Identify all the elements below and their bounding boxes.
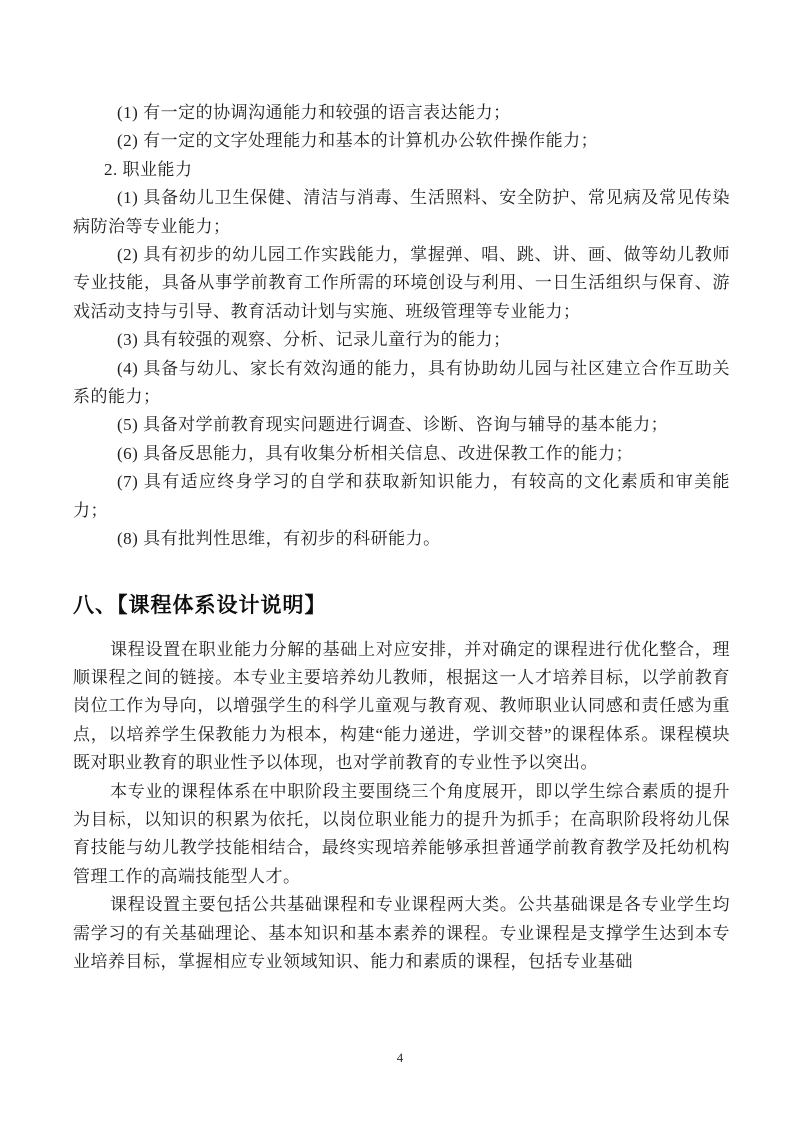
section-heading: 八、【课程体系设计说明】 <box>73 593 327 617</box>
page-number: 4 <box>396 1050 404 1065</box>
ability-list-item: (6) 具备反思能力，具有收集分析相关信息、改进保教工作的能力； <box>117 443 634 463</box>
ability-list-item: (4) 具备与幼儿、家长有效沟通的能力，具有协助幼儿园与社区建立合作互助关系的能力； <box>73 358 730 407</box>
ability-list-item: (2) 具有初步的幼儿园工作实践能力，掌握弹、唱、跳、讲、画、做等幼儿教师专业技能，具备从事学前教育工作所需的环境创设与利用、一日生活组织与保育、游戏活动支持与引导、教育活动计划与实施、班级管理等专业能力； <box>73 245 730 321</box>
body-paragraph: 课程设置在职业能力分解的基础上对应安排，并对确定的课程进行优化整合，理顺课程之间的链接。本专业主要培养幼儿教师，根据这一人才培养目标，以学前教育岗位工作为导向，以增强学生的科学儿童观与教育观、教师职业认同感和责任感为重点，以培养学生保教能力为根本，构建“能力递进，学训交替”的课程体系。课程模块既对职业教育的职业性予以体现，也对学前教育的专业性予以突出。 <box>73 639 730 773</box>
ability-list-item: (7) 具有适应终身学习的自学和获取新知识能力，有较高的文化素质和审美能力； <box>73 472 730 520</box>
ability-list-item: (3) 具有较强的观察、分析、记录儿童行为的能力； <box>117 330 511 350</box>
body-paragraph: 课程设置主要包括公共基础课程和专业课程两大类。公共基础课是各专业学生均需学习的有关基础理论、基本知识和基本素养的课程。专业课程是支撑学生达到本专业培养目标，掌握相应专业领域知识、能力和素质的课程，包括专业基础 <box>73 895 730 971</box>
page-content <box>73 99 730 976</box>
ability-list-item: (2) 有一定的文字处理能力和基本的计算机办公软件操作能力； <box>117 131 599 151</box>
ability-list-item: 2. 职业能力 <box>104 159 193 179</box>
ability-list <box>73 99 730 554</box>
ability-list-item: (5) 具备对学前教育现实问题进行调查、诊断、咨询与辅导的基本能力； <box>117 415 669 435</box>
ability-list-item: (1) 具备幼儿卫生保健、清洁与消毒、生活照料、安全防护、常见病及常见传染病防治等专业能力； <box>73 188 730 236</box>
section-paragraphs <box>73 636 730 977</box>
ability-list-item: (8) 具有批判性思维，有初步的科研能力。 <box>117 529 441 549</box>
ability-list-item: (1) 有一定的协调沟通能力和较强的语言表达能力； <box>117 103 511 122</box>
body-paragraph: 本专业的课程体系在中职阶段主要围绕三个角度展开，即以学生综合素质的提升为目标，以知识的积累为依托，以岗位职业能力的提升为抓手；在高职阶段将幼儿保育技能与幼儿教学技能相结合，最终实现培养能够承担普通学前教育教学及托幼机构管理工作的高端技能型人才。 <box>73 781 730 886</box>
